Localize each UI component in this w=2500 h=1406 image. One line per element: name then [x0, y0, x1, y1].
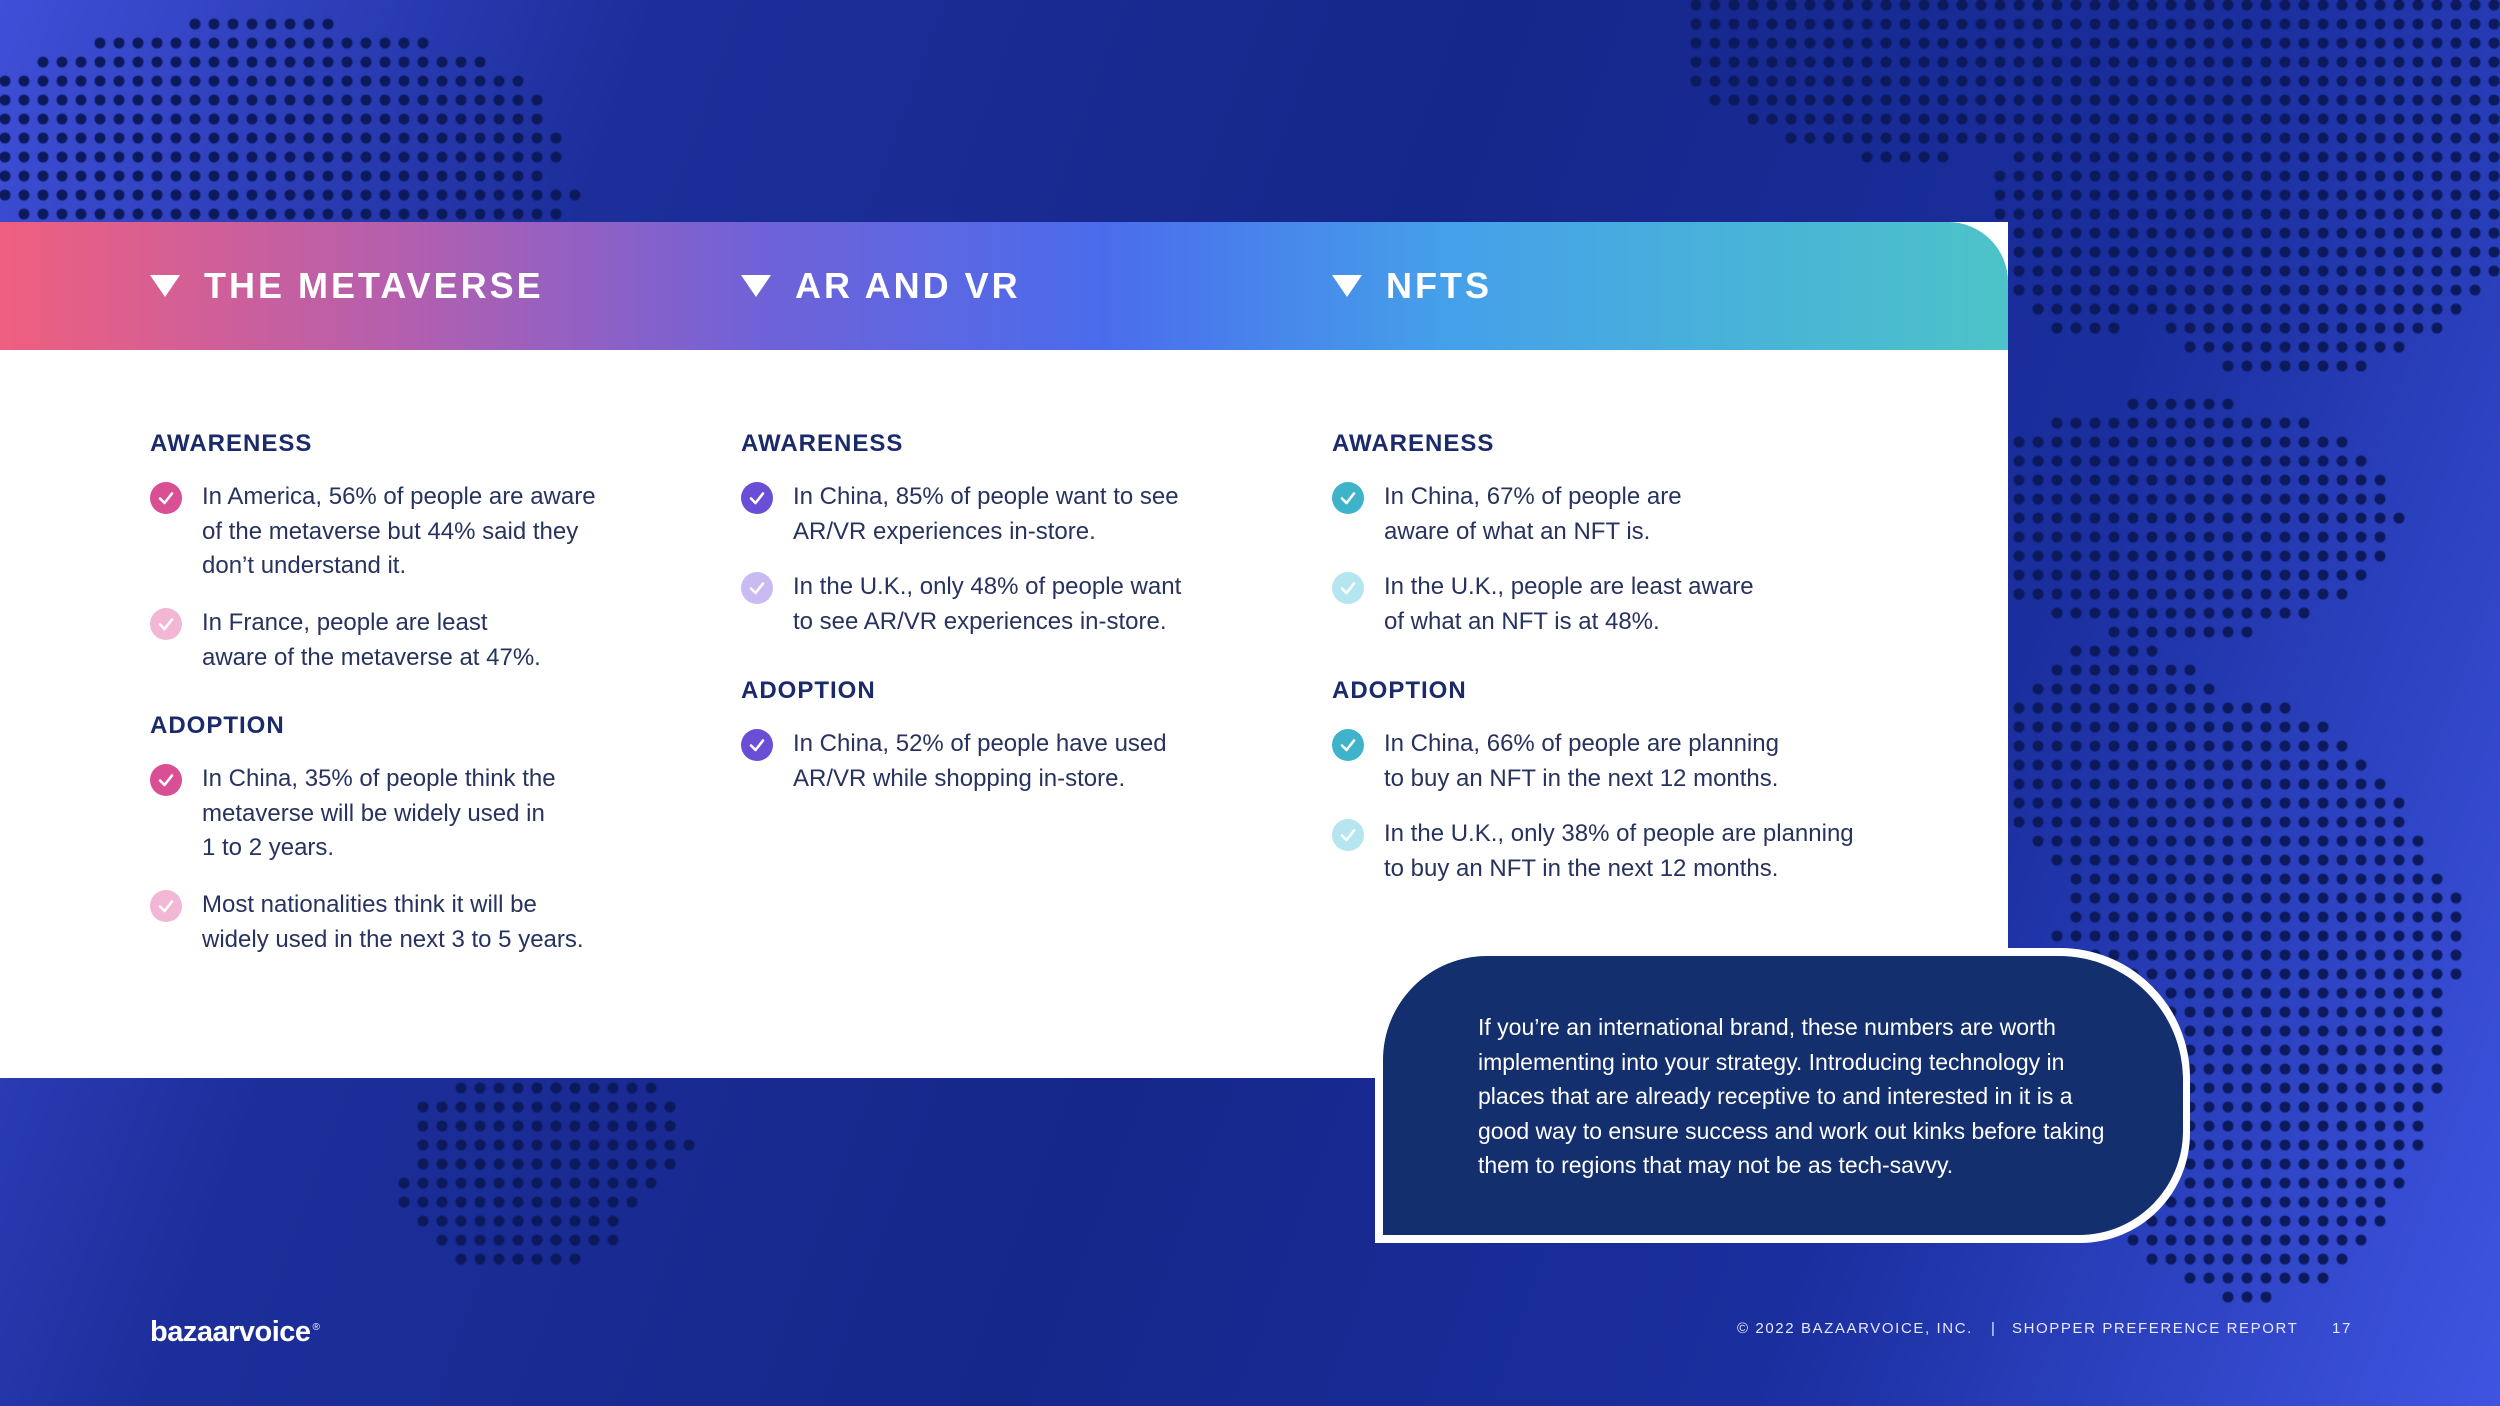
list-item: [150, 480, 596, 584]
awareness-heading: AWARENESS: [150, 430, 313, 457]
section-title-text: NFTS: [1386, 265, 1492, 306]
check-circle-icon: [741, 729, 773, 761]
list-item-text: In China, 67% of people are aware of what an NFT is.: [1384, 483, 1682, 545]
list-item-text: In France, people are least aware of the metaverse at 47%.: [202, 609, 541, 671]
list-item-text: In China, 52% of people have used AR/VR while shopping in-store.: [793, 730, 1167, 792]
bazaarvoice-logo: [150, 1316, 319, 1349]
list-item: [1332, 817, 1854, 886]
list-item-text: In the U.K., people are least aware of what an NFT is at 48%.: [1384, 573, 1754, 635]
list-item-text: In America, 56% of people are aware of the metaverse but 44% said they don’t understand it.: [202, 483, 596, 579]
list-item: [1332, 727, 1779, 796]
list-item: [1332, 480, 1682, 549]
adoption-heading: ADOPTION: [150, 712, 285, 739]
check-circle-icon: [150, 608, 182, 640]
check-circle-icon: [1332, 482, 1364, 514]
section-title-text: THE METAVERSE: [204, 265, 544, 306]
triangle-down-icon: [741, 275, 771, 297]
awareness-heading: AWARENESS: [1332, 430, 1495, 457]
check-circle-icon: [1332, 729, 1364, 761]
check-circle-icon: [150, 764, 182, 796]
check-circle-icon: [150, 890, 182, 922]
registered-mark: ®: [312, 1322, 320, 1334]
list-item: [150, 762, 556, 866]
section-title-nfts: [1332, 266, 1492, 306]
check-circle-icon: [150, 482, 182, 514]
list-item: [150, 888, 584, 957]
check-circle-icon: [1332, 819, 1364, 851]
list-item-text: In China, 35% of people think the metaverse will be widely used in 1 to 2 years.: [202, 765, 556, 861]
page-number: 17: [2332, 1320, 2352, 1337]
awareness-heading: AWARENESS: [741, 430, 904, 457]
section-title-metaverse: [150, 266, 544, 306]
footer-separator: |: [1991, 1320, 1997, 1337]
list-item: [1332, 570, 1754, 639]
list-item-text: In China, 66% of people are planning to buy an NFT in the next 12 months.: [1384, 730, 1779, 792]
list-item-text: In China, 85% of people want to see AR/VR experiences in-store.: [793, 483, 1179, 545]
triangle-down-icon: [1332, 275, 1362, 297]
adoption-heading: ADOPTION: [741, 677, 876, 704]
list-item: [741, 480, 1179, 549]
check-circle-icon: [741, 572, 773, 604]
triangle-down-icon: [150, 275, 180, 297]
section-title-ar-vr: [741, 266, 1021, 306]
section-title-text: AR AND VR: [795, 265, 1021, 306]
list-item-text: In the U.K., only 38% of people are planning to buy an NFT in the next 12 months.: [1384, 820, 1854, 882]
list-item-text: In the U.K., only 48% of people want to see AR/VR experiences in-store.: [793, 573, 1182, 635]
list-item-text: Most nationalities think it will be widely used in the next 3 to 5 years.: [202, 891, 584, 953]
list-item: [741, 570, 1181, 639]
adoption-heading: ADOPTION: [1332, 677, 1467, 704]
list-item: [741, 727, 1167, 796]
check-circle-icon: [741, 482, 773, 514]
list-item: [150, 606, 541, 675]
logo-text: bazaarvoice: [150, 1316, 311, 1348]
footer-report-title: SHOPPER PREFERENCE REPORT: [2012, 1320, 2299, 1337]
footer-copyright: © 2022 BAZAARVOICE, INC.: [1737, 1320, 1973, 1337]
check-circle-icon: [1332, 572, 1364, 604]
callout-text: If you’re an international brand, these numbers are worth implementing into your strategy. Introducing technology in places that are already receptive to and interested in it is a good way to ensure success and work out kinks before taking them to regions that may not be as tech-savvy.: [1478, 1014, 2105, 1178]
